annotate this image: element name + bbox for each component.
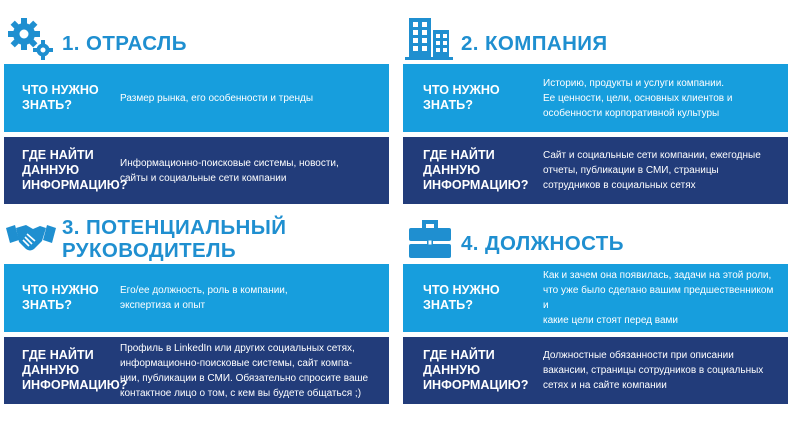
section-title	[62, 216, 389, 262]
section-title: 2. КОМПАНИЯ	[461, 32, 608, 55]
what-to-know-row	[4, 264, 389, 332]
handshake-icon	[6, 216, 56, 260]
section-position	[403, 210, 788, 404]
section-header	[403, 10, 788, 64]
what-to-know-row	[403, 64, 788, 132]
section-header	[4, 210, 389, 264]
what-to-know-text: Его/ее должность, роль в компании, экспертиза и опыт	[120, 285, 288, 311]
what-to-know-row	[403, 264, 788, 332]
where-to-find-row	[403, 337, 788, 404]
office-building-icon	[405, 16, 455, 60]
section-header	[4, 10, 389, 64]
what-to-know-label: ЧТО НУЖНО ЗНАТЬ?	[22, 83, 99, 112]
where-to-find-label: ГДЕ НАЙТИ ДАННУЮ ИНФОРМАЦИЮ?	[423, 148, 529, 192]
where-to-find-text: Должностные обязанности при описании вакансии, страницы сотрудников в социальных сетях и на сайте компании	[543, 350, 764, 391]
where-to-find-text: Профиль в LinkedIn или других социальных сетях, информационно-поисковые системы, сайт компа- нии, публикации в СМИ. Обязательно спросите ваше контактное лицо о том, с кем вы будете общаться ;)	[120, 342, 369, 399]
what-to-know-row	[4, 64, 389, 132]
gears-icon	[6, 16, 56, 60]
section-industry	[4, 10, 389, 204]
where-to-find-label: ГДЕ НАЙТИ ДАННУЮ ИНФОРМАЦИЮ?	[423, 348, 529, 392]
section-title-line: 3. ПОТЕНЦИАЛЬНЫЙ	[62, 216, 287, 239]
where-to-find-text: Информационно-поисковые системы, новости, сайты и социальные сети компании	[120, 157, 339, 184]
where-to-find-row	[4, 137, 389, 204]
section-potential-manager	[4, 210, 389, 404]
what-to-know-label: ЧТО НУЖНО ЗНАТЬ?	[22, 283, 99, 312]
where-to-find-text: Сайт и социальные сети компании, ежегодные отчеты, публикации в СМИ, страницы сотрудников в социальных сетях	[543, 150, 761, 191]
where-to-find-label: ГДЕ НАЙТИ ДАННУЮ ИНФОРМАЦИЮ?	[22, 348, 128, 392]
where-to-find-row	[403, 137, 788, 204]
what-to-know-text: Размер рынка, его особенности и тренды	[120, 92, 314, 104]
section-title-line: РУКОВОДИТЕЛЬ	[62, 239, 237, 262]
what-to-know-text: Историю, продукты и услуги компании. Ее ценности, цели, основных клиентов и особенности корпоративной культуры	[543, 77, 733, 119]
what-to-know-text: Как и зачем она появилась, задачи на этой роли, что уже было сделано вашим предшественником и какие цели стоят перед вами	[543, 270, 774, 326]
section-title: 4. ДОЛЖНОСТЬ	[461, 232, 624, 255]
what-to-know-label: ЧТО НУЖНО ЗНАТЬ?	[423, 283, 500, 312]
what-to-know-label: ЧТО НУЖНО ЗНАТЬ?	[423, 83, 500, 112]
section-title: 1. ОТРАСЛЬ	[62, 32, 187, 55]
where-to-find-label: ГДЕ НАЙТИ ДАННУЮ ИНФОРМАЦИЮ?	[22, 148, 128, 192]
section-company	[403, 10, 788, 204]
where-to-find-row	[4, 337, 389, 404]
section-header	[403, 210, 788, 264]
briefcase-icon	[405, 216, 455, 260]
